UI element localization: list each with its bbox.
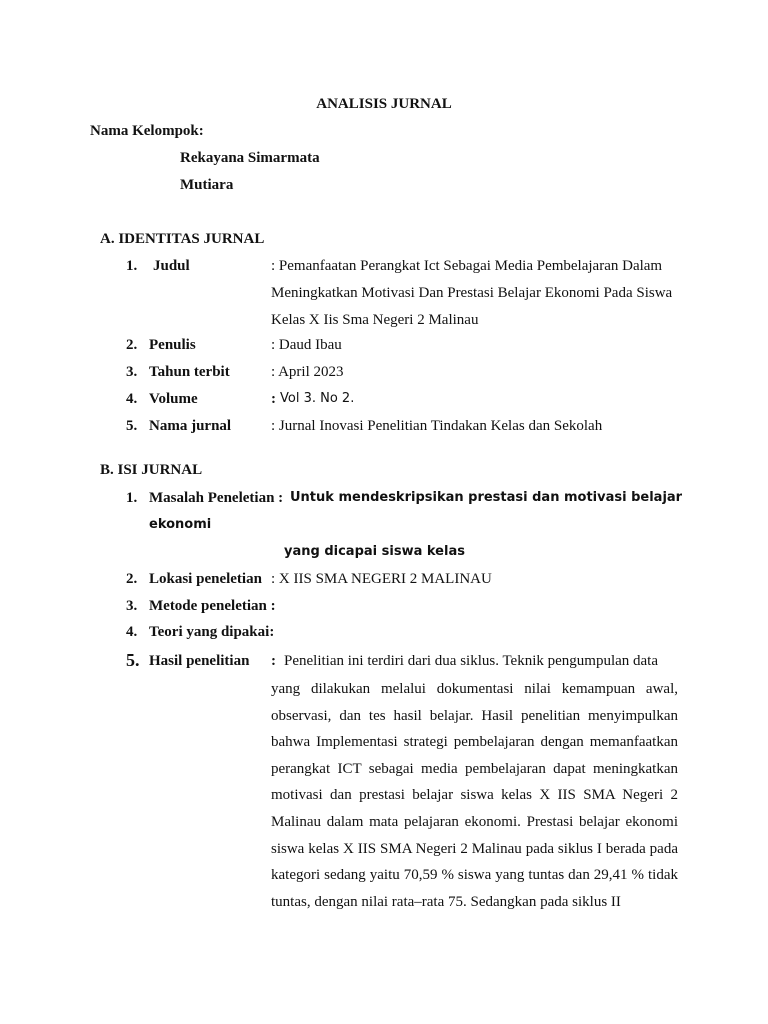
item-label: Volume	[149, 391, 198, 407]
item-number: 3.	[126, 364, 138, 380]
item-value-line: yang dicapai siswa kelas	[284, 544, 465, 559]
item-value-line: Meningkatkan Motivasi Dan Prestasi Belajar Ekonomi Pada Siswa	[271, 285, 673, 301]
member-name: Rekayana Simarmata	[180, 150, 320, 166]
item-value-line: ekonomi	[149, 517, 212, 532]
item-value: Untuk mendeskripsikan prestasi dan motivasi belajar	[290, 490, 683, 505]
item-label: Judul	[153, 258, 190, 274]
item-label: Lokasi peneletian	[149, 571, 262, 587]
item-label: Metode peneletian :	[149, 598, 276, 614]
item-colon: :	[271, 653, 276, 669]
item-label: Teori yang dipakai:	[149, 624, 275, 640]
item-value: : April 2023	[271, 364, 344, 380]
item-colon: :	[271, 391, 276, 407]
item-value: : X IIS SMA NEGERI 2 MALINAU	[271, 571, 492, 587]
item-label: Tahun terbit	[149, 364, 230, 380]
item-number: 5.	[126, 650, 140, 670]
item-label: Hasil penelitian	[149, 653, 250, 669]
section-b-heading: B. ISI JURNAL	[100, 462, 203, 478]
item-number: 3.	[126, 598, 138, 614]
results-paragraph-text: yang dilakukan melalui dokumentasi nilai kemampuan awal, observasi, dan tes hasil belajar. Hasil penelitian menyimpulkan bahwa Implementasi strategi pembelajaran dengan memanfaatkan perangkat ICT sebagai media pembelajaran dapat meningkatkan motivasi dan prestasi belajar siswa kelas X IIS SMA Negeri 2 Malinau dalam mata pelajaran ekonomi. Prestasi belajar ekonomi siswa kelas X IIS SMA Negeri 2 Malinau pada siklus I berada pada kategori sedang yaitu 70,59 % siswa yang tuntas dan 29,41 % tidak tuntas, dengan nilai rata–rata 75. Sedangkan pada siklus II	[271, 681, 678, 910]
item-number: 4.	[126, 624, 138, 640]
page-title: ANALISIS JURNAL	[316, 96, 452, 112]
item-value: : Pemanfaatan Perangkat Ict Sebagai Media Pembelajaran Dalam	[271, 258, 663, 274]
item-value: : Daud Ibau	[271, 337, 342, 353]
item-number: 1.	[126, 490, 138, 506]
item-value: : Jurnal Inovasi Penelitian Tindakan Kelas dan Sekolah	[271, 418, 603, 434]
item-number: 2.	[126, 337, 138, 353]
item-value: Vol 3. No 2.	[280, 391, 355, 406]
item-number: 1.	[126, 258, 138, 274]
item-number: 5.	[126, 418, 138, 434]
item-value: Penelitian ini terdiri dari dua siklus. Teknik pengumpulan data	[284, 653, 659, 669]
item-number: 2.	[126, 571, 138, 587]
item-value-line: Kelas X Iis Sma Negeri 2 Malinau	[271, 312, 479, 328]
item-number: 4.	[126, 391, 138, 407]
group-label: Nama Kelompok:	[90, 123, 204, 139]
results-paragraph	[271, 676, 678, 915]
item-label: Penulis	[149, 337, 196, 353]
section-a-heading: A. IDENTITAS JURNAL	[100, 231, 265, 247]
member-name: Mutiara	[180, 177, 234, 193]
item-label: Nama jurnal	[149, 418, 232, 434]
item-label: Masalah Peneletian :	[149, 490, 284, 506]
